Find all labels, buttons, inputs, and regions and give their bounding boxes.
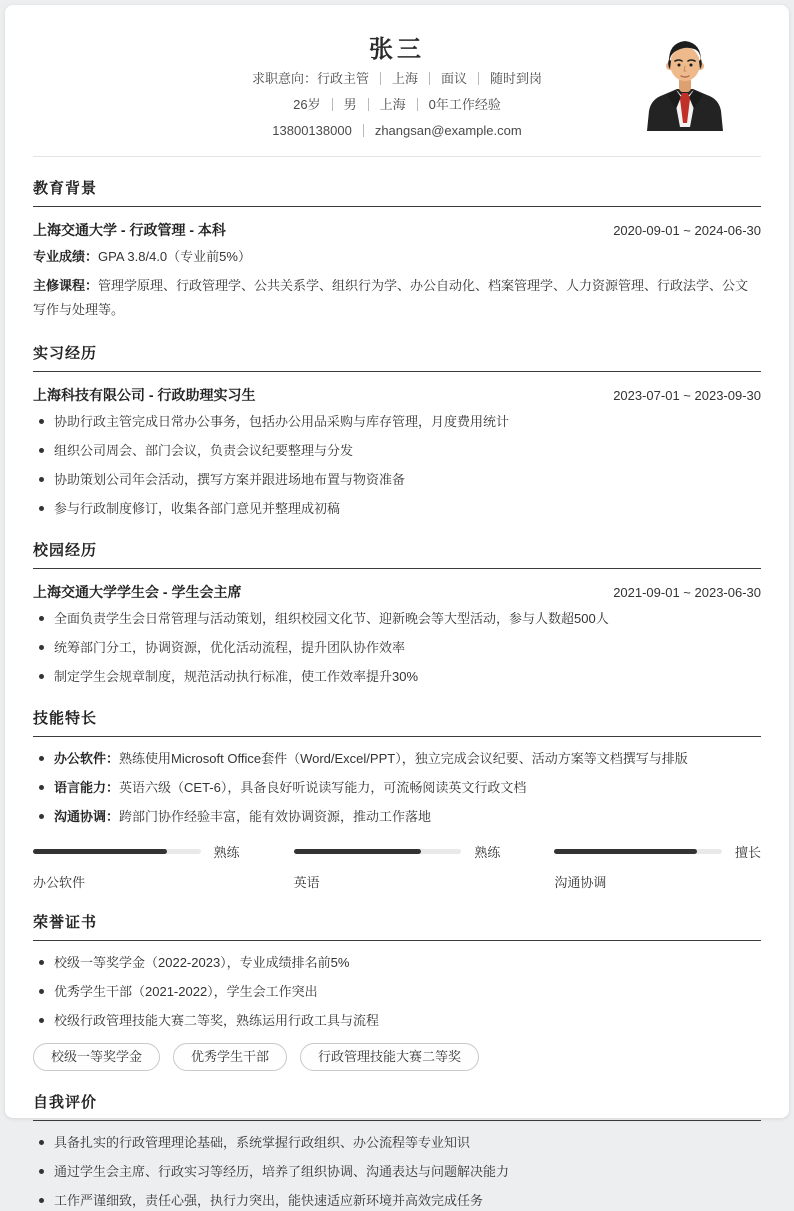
section-title-internship: 实习经历: [33, 344, 761, 372]
internship-bullets: [33, 412, 761, 519]
education-courses: [33, 274, 761, 322]
skill-bar-english: [294, 842, 501, 891]
internship-date: 2023-07-01 ~ 2023-09-30: [613, 388, 761, 403]
honor-tag: 行政管理技能大赛二等奖: [300, 1043, 479, 1071]
bullet-item: 通过学生会主席、行政实习等经历，培养了组织协调、沟通表达与问题解决能力: [33, 1162, 761, 1182]
skill-text: 跨部门协作经验丰富，能有效协调资源，推动工作落地: [119, 809, 432, 824]
skill-bar-track: [554, 849, 722, 854]
skill-label: 沟通协调：: [54, 809, 120, 824]
skill-bar-fill: [33, 849, 167, 854]
profile-photo-illustration: [643, 35, 727, 131]
skill-bar-track: [294, 849, 462, 854]
skill-bar-office: [33, 842, 240, 891]
job-intention: 求职意向：行政主管: [251, 71, 369, 86]
section-title-honors: 荣誉证书: [33, 913, 761, 941]
honor-tags: [33, 1043, 761, 1071]
skill-bar-line: [294, 842, 501, 861]
skill-text: 熟练使用Microsoft Office套件（Word/Excel/PPT），独立完成会议纪要、活动方案等文档撰写与排版: [119, 751, 688, 766]
honor-tag: 优秀学生干部: [173, 1043, 287, 1071]
internship-entry: [33, 385, 761, 405]
skill-bar-line: [33, 842, 240, 861]
honor-tag: 校级一等奖学金: [33, 1043, 160, 1071]
bullet-item: 全面负责学生会日常管理与活动策划，组织校园文化节、迎新晚会等大型活动，参与人数超500人: [33, 609, 761, 629]
section-internship: [33, 344, 761, 519]
phone-number: 13800138000: [272, 123, 352, 138]
courses-value: 管理学原理、行政管理学、公共关系学、组织行为学、办公自动化、档案管理学、人力资源管理、行政法学、公文写作与处理等。: [33, 278, 749, 317]
skill-bars: [33, 842, 761, 891]
section-skills: [33, 709, 761, 891]
honors-bullets: [33, 953, 761, 1031]
skills-bullets: [33, 749, 761, 827]
skill-level-label: 擅长: [735, 845, 762, 860]
campus-bullets: [33, 609, 761, 687]
section-title-education: 教育背景: [33, 179, 761, 207]
intention-salary: 面议: [441, 71, 468, 86]
bullet-item: 协助行政主管完成日常办公事务，包括办公用品采购与库存管理，月度费用统计: [33, 412, 761, 432]
section-evaluation: [33, 1093, 761, 1211]
courses-label: 主修课程：: [33, 278, 99, 293]
skill-bar-name: 办公软件: [33, 875, 86, 890]
skill-label: 语言能力：: [54, 780, 120, 795]
education-date: 2020-09-01 ~ 2024-06-30: [613, 223, 761, 238]
bullet-item: 具备扎实的行政管理理论基础，系统掌握行政组织、办公流程等专业知识: [33, 1133, 761, 1153]
header-divider: [33, 156, 761, 157]
intention-availability: 随时到岗: [490, 71, 543, 86]
campus-org: 上海交通大学学生会 - 学生会主席: [33, 584, 242, 600]
skill-level-label: 熟练: [474, 845, 501, 860]
bullet-item: 统筹部门分工，协调资源，优化活动流程，提升团队协作效率: [33, 638, 761, 658]
section-title-campus: 校园经历: [33, 541, 761, 569]
campus-date: 2021-09-01 ~ 2023-06-30: [613, 585, 761, 600]
email-address: zhangsan@example.com: [374, 123, 522, 138]
work-experience: 0年工作经验: [428, 97, 501, 112]
gpa-label: 专业成绩：: [33, 249, 99, 264]
bullet-item: 校级一等奖学金（2022-2023），专业成绩排名前5%: [33, 953, 761, 973]
skill-level-label: 熟练: [213, 845, 240, 860]
candidate-name: 张三: [369, 36, 425, 63]
age: 26岁: [293, 97, 321, 112]
education-gpa: [33, 245, 761, 269]
skill-item: [33, 749, 761, 769]
section-title-evaluation: 自我评价: [33, 1093, 761, 1121]
skill-label: 办公软件：: [54, 751, 120, 766]
bullet-item: 组织公司周会、部门会议，负责会议纪要整理与分发: [33, 441, 761, 461]
bullet-item: 制定学生会规章制度，规范活动执行标准，使工作效率提升30%: [33, 667, 761, 687]
education-school: 上海交通大学 - 行政管理 - 本科: [33, 222, 226, 238]
skill-bar-line: [554, 842, 761, 861]
skill-bar-track: [33, 849, 201, 854]
bullet-item: 优秀学生干部（2021-2022），学生会工作突出: [33, 982, 761, 1002]
gender: 男: [343, 97, 357, 112]
bullet-item: 协助策划公司年会活动，撰写方案并跟进场地布置与物资准备: [33, 470, 761, 490]
section-campus: [33, 541, 761, 687]
skill-bar-fill: [294, 849, 421, 854]
section-title-skills: 技能特长: [33, 709, 761, 737]
evaluation-bullets: [33, 1133, 761, 1211]
skill-bar-name: 沟通协调: [554, 875, 607, 890]
skill-bar-fill: [554, 849, 697, 854]
campus-entry: [33, 582, 761, 602]
skill-item: [33, 807, 761, 827]
skill-bar-name: 英语: [293, 875, 320, 890]
resume-header: [33, 35, 761, 143]
bullet-item: 工作严谨细致，责任心强，执行力突出，能快速适应新环境并高效完成任务: [33, 1191, 761, 1211]
profile-photo: [643, 35, 727, 131]
skill-item: [33, 778, 761, 798]
gpa-value: GPA 3.8/4.0（专业前5%）: [98, 249, 251, 264]
education-entry: [33, 220, 761, 240]
section-honors: [33, 913, 761, 1071]
resume-page: [5, 5, 789, 1208]
bullet-item: 参与行政制度修订，收集各部门意见并整理成初稿: [33, 499, 761, 519]
bullet-item: 校级行政管理技能大赛二等奖，熟练运用行政工具与流程: [33, 1011, 761, 1031]
intention-city: 上海: [391, 71, 418, 86]
skill-bar-communication: [554, 842, 761, 891]
section-education: [33, 179, 761, 322]
location: 上海: [379, 97, 406, 112]
internship-company: 上海科技有限公司 - 行政助理实习生: [33, 387, 256, 403]
skill-text: 英语六级（CET-6），具备良好听说读写能力，可流畅阅读英文行政文档: [119, 780, 527, 795]
